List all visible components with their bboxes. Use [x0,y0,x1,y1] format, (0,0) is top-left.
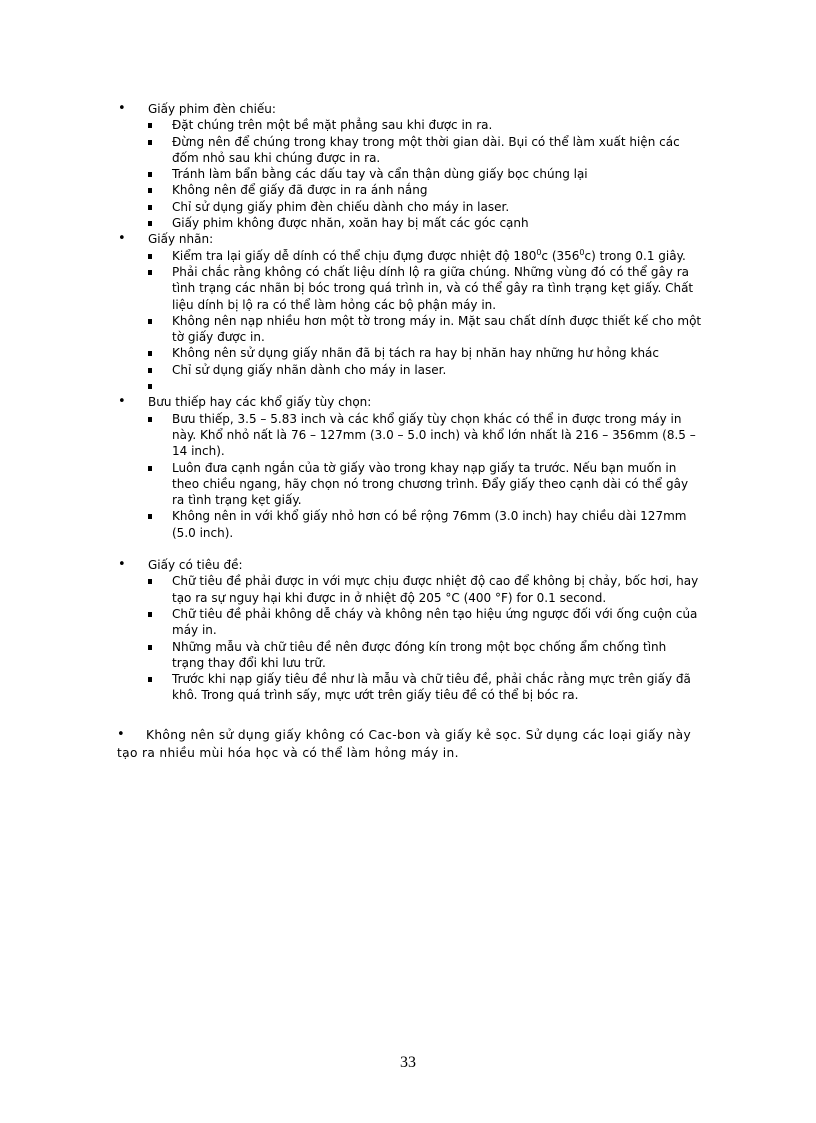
section-transparency-film [117,101,702,231]
bullet-icon: • [117,726,126,742]
square-bullet-icon [148,172,152,177]
square-bullet-icon [148,514,152,519]
list-item: Trước khi nạp giấy tiêu đề như là mẫu và chữ tiêu đề, phải chắc rằng mực trên giấy đã khô. Trong quá trình sấy, mực ướt trên giấy tiêu đề có thể bị bóc ra. [148,671,702,704]
list-item: Chỉ sử dụng giấy nhãn dành cho máy in laser. [148,362,702,378]
section-title: Giấy phim đèn chiếu: [148,102,276,116]
section-title: Bưu thiếp hay các khổ giấy tùy chọn: [148,395,372,410]
list-item: Đặt chúng trên một bề mặt phẳng sau khi được in ra. [148,117,702,133]
square-bullet-icon [148,368,152,373]
list-item: Bưu thiếp, 3.5 – 5.83 inch và các khổ giấy tùy chọn khác có thể in được trong máy in này. Khổ nhỏ nất là 76 – 127mm (3.0 – 5.0 inch) và khổ lớn nhất là 216 – 356mm (8.5 – 14 inch). [148,411,702,460]
square-bullet-icon [148,123,152,128]
square-bullet-icon [148,351,152,356]
section-label-paper [117,231,702,394]
spacer [117,704,702,720]
square-bullet-icon [148,579,152,584]
list-item: Không nên để giấy đã được in ra ánh nắng [148,182,702,198]
list-item-empty [148,378,702,394]
sub-list [148,248,702,395]
bullet-icon: • [118,394,126,410]
final-note-text: Không nên sử dụng giấy không có Cac-bon và giấy kẻ sọc. Sử dụng các loại giấy này tạo ra nhiều mùi hóa học và có thể làm hỏng máy in. [117,727,692,760]
final-note [117,726,702,762]
bullet-icon: • [118,101,126,116]
square-bullet-icon [148,254,152,259]
bullet-icon: • [118,231,126,247]
list-item: Giấy phim không được nhăn, xoăn hay bị mất các góc cạnh [148,215,702,231]
section-title: Giấy nhãn: [148,232,214,247]
square-bullet-icon [148,417,152,422]
square-bullet-icon [148,188,152,193]
list-item: Chỉ sử dụng giấy phim đèn chiếu dành cho máy in laser. [148,199,702,215]
list-item: Tránh làm bẩn bằng các dấu tay và cẩn thận dùng giấy bọc chúng lại [148,166,702,182]
page-number: 33 [400,1054,416,1071]
bullet-icon: • [118,557,126,573]
list-item: Chữ tiêu đề phải không dễ cháy và không nên tạo hiệu ứng ngược đối với ống cuộn của máy in. [148,606,702,639]
square-bullet-icon [148,319,152,324]
list-item: Không nên sử dụng giấy nhãn đã bị tách ra hay bị nhăn hay những hư hỏng khác [148,345,702,361]
list-item: Phải chắc rằng không có chất liệu dính lộ ra giữa chúng. Những vùng đó có thể gây ra tình trạng các nhãn bị bóc trong quá trình in, và có thể gây ra tình trạng kẹt giấy. Chất liệu dính bị lộ ra có thể làm hỏng các bộ phận máy in. [148,264,702,313]
square-bullet-icon [148,677,152,682]
square-bullet-icon [148,612,152,617]
list-item: Những mẫu và chữ tiêu đề nên được đóng kín trong một bọc chống ẩm chống tình trạng thay đổi khi lưu trữ. [148,639,702,672]
spacer [117,541,702,557]
page-content [117,101,702,762]
square-bullet-icon [148,466,152,471]
list-item: Luôn đưa cạnh ngắn của tờ giấy vào trong khay nạp giấy ta trước. Nếu bạn muốn in theo chiều ngang, hãy chọn nó trong chương trình. Đẩy giấy theo cạnh dài có thể gây ra tình trạng kẹt giấy. [148,460,702,509]
square-bullet-icon [148,270,152,275]
sub-list [148,411,702,541]
square-bullet-icon [148,384,152,389]
section-letterhead [117,557,702,704]
list-item: Không nên nạp nhiều hơn một tờ trong máy in. Mặt sau chất dính được thiết kế cho một tờ giấy được in. [148,313,702,346]
sub-list [148,573,702,703]
square-bullet-icon [148,205,152,210]
square-bullet-icon [148,645,152,650]
section-title: Giấy có tiêu đề: [148,558,243,573]
square-bullet-icon [148,221,152,226]
list-item: Không nên in với khổ giấy nhỏ hơn có bề rộng 76mm (3.0 inch) hay chiều dài 127mm (5.0 inch). [148,508,702,541]
square-bullet-icon [148,140,152,145]
section-postcards [117,394,702,541]
list-item: Kiểm tra lại giấy dễ dính có thể chịu đựng được nhiệt độ $180^0c$ $(356^0c)$ trong 0.1 giây. [148,248,702,264]
list-item: Đừng nên để chúng trong khay trong một thời gian dài. Bụi có thể làm xuất hiện các đốm nhỏ sau khi chúng được in ra. [148,134,702,167]
list-item: Chữ tiêu đề phải được in với mực chịu được nhiệt độ cao để không bị chảy, bốc hơi, hay tạo ra sự nguy hại khi được in ở nhiệt độ 205 °C (400 °F) for 0.1 second. [148,573,702,606]
sub-list [148,117,702,231]
